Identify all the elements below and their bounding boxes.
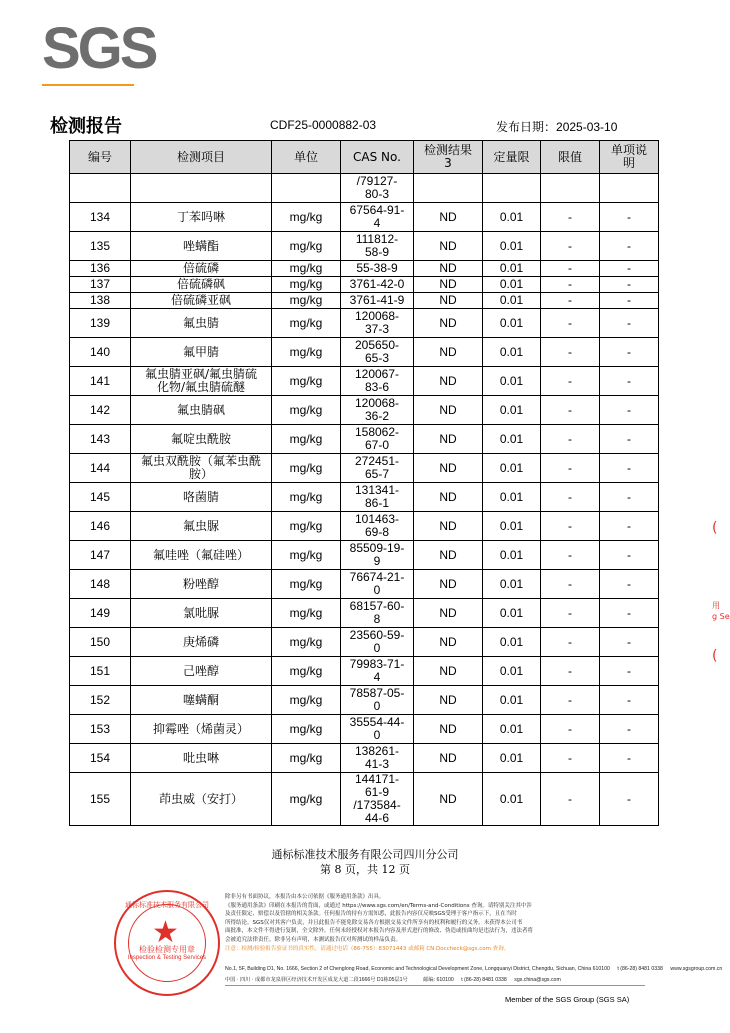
cell-result: ND — [414, 541, 483, 570]
cell-result: ND — [414, 773, 483, 826]
cell-loq: 0.01 — [483, 483, 541, 512]
address-en — [225, 966, 722, 972]
cell-unit — [272, 174, 341, 203]
cell-no: 140 — [70, 338, 131, 367]
footer-divider — [225, 985, 645, 986]
column-header: 检测项目 — [131, 141, 272, 174]
legal-line: 所得结论。SGS仅对其客户负责，并且此报告不能免除交易各方根据交易文件所享有的权利和履行的义务。未获得本公司书 — [225, 919, 523, 926]
cell-loq: 0.01 — [483, 454, 541, 483]
column-header: 单项说 明 — [600, 141, 659, 174]
cell-loq: 0.01 — [483, 232, 541, 261]
cell-cas: 120068- 37-3 — [341, 309, 414, 338]
legal-line: 除非另有书面协议，本报告由本公司依据《服务通用条款》出具。 — [225, 894, 385, 900]
cell-loq: 0.01 — [483, 338, 541, 367]
table-row — [70, 686, 659, 715]
cell-limit: - — [541, 309, 600, 338]
cell-limit: - — [541, 773, 600, 826]
cell-result: ND — [414, 657, 483, 686]
cell-item: 吡虫啉 — [131, 744, 272, 773]
cell-cas: 144171- 61-9 /173584- 44-6 — [341, 773, 414, 826]
cell-item: 己唑醇 — [131, 657, 272, 686]
cell-note: - — [600, 744, 659, 773]
cell-unit: mg/kg — [272, 599, 341, 628]
cell-unit: mg/kg — [272, 454, 341, 483]
table-row — [70, 293, 659, 309]
cell-result: ND — [414, 744, 483, 773]
cell-cas: 68157-60- 8 — [341, 599, 414, 628]
cell-result — [414, 174, 483, 203]
cell-item: 氟哇唑（氟硅唑） — [131, 541, 272, 570]
cell-no: 145 — [70, 483, 131, 512]
legal-notice — [225, 893, 665, 953]
cell-unit: mg/kg — [272, 309, 341, 338]
cell-cas: 79983-71- 4 — [341, 657, 414, 686]
side-seal-fragment: ( — [712, 648, 718, 664]
cell-item: 庚烯磷 — [131, 628, 272, 657]
cell-limit: - — [541, 483, 600, 512]
cell-result: ND — [414, 454, 483, 483]
cell-note: - — [600, 628, 659, 657]
cell-result: ND — [414, 396, 483, 425]
cell-limit: - — [541, 686, 600, 715]
cell-no: 154 — [70, 744, 131, 773]
table-row — [70, 657, 659, 686]
cell-cas: 35554-44- 0 — [341, 715, 414, 744]
issue-date — [496, 118, 617, 135]
cell-loq: 0.01 — [483, 773, 541, 826]
table-row — [70, 599, 659, 628]
table-row — [70, 773, 659, 826]
cell-item: 倍硫磷亚砜 — [131, 293, 272, 309]
cell-loq: 0.01 — [483, 309, 541, 338]
cell-item: 氟虫腈亚砜/氟虫腈硫 化物/氟虫腈硫醚 — [131, 367, 272, 396]
table-row — [70, 203, 659, 232]
cell-limit: - — [541, 512, 600, 541]
cell-limit: - — [541, 425, 600, 454]
sgs-logo-text: SGS — [42, 16, 156, 81]
cell-no: 155 — [70, 773, 131, 826]
table-row — [70, 454, 659, 483]
cell-result: ND — [414, 686, 483, 715]
cell-item: 粉唑醇 — [131, 570, 272, 599]
cell-item: 氟虫双酰胺（氟苯虫酰 胺） — [131, 454, 272, 483]
cell-cas: 55-38-9 — [341, 261, 414, 277]
cell-loq: 0.01 — [483, 744, 541, 773]
cell-loq: 0.01 — [483, 203, 541, 232]
cell-result: ND — [414, 628, 483, 657]
cell-loq: 0.01 — [483, 512, 541, 541]
cell-cas: 205650- 65-3 — [341, 338, 414, 367]
cell-loq: 0.01 — [483, 425, 541, 454]
cell-note: - — [600, 657, 659, 686]
cell-result: ND — [414, 512, 483, 541]
report-number: CDF25-0000882-03 — [270, 118, 377, 132]
sgs-logo — [42, 16, 156, 84]
cell-cas: /79127- 80-3 — [341, 174, 414, 203]
cell-item: 唑螨酯 — [131, 232, 272, 261]
cell-no: 153 — [70, 715, 131, 744]
cell-note: - — [600, 425, 659, 454]
cell-no: 147 — [70, 541, 131, 570]
cell-limit: - — [541, 367, 600, 396]
cell-limit: - — [541, 628, 600, 657]
cell-unit: mg/kg — [272, 396, 341, 425]
legal-line: 及责任限定、赔偿以及管辖的相关条款。任何报告的持有方需知悉，此报告内容仅反映SGS受理于客户指示下，且在当时 — [225, 911, 517, 918]
cell-result: ND — [414, 599, 483, 628]
issue-date-label: 发布日期： — [496, 120, 557, 134]
legal-line: 会被追究法律责任。除非另有声明，本测试报告仅对所测试的样品负责。 — [225, 936, 402, 943]
cell-no: 138 — [70, 293, 131, 309]
cell-loq: 0.01 — [483, 599, 541, 628]
cell-note: - — [600, 261, 659, 277]
inspection-seal — [114, 890, 220, 996]
cell-item: 氯吡脲 — [131, 599, 272, 628]
cell-unit: mg/kg — [272, 277, 341, 293]
cell-cas: 101463- 69-8 — [341, 512, 414, 541]
cell-item: 氟甲腈 — [131, 338, 272, 367]
column-header: CAS No. — [341, 141, 414, 174]
cell-unit: mg/kg — [272, 512, 341, 541]
cell-item: 氟虫腈 — [131, 309, 272, 338]
cell-note: - — [600, 686, 659, 715]
cell-item — [131, 174, 272, 203]
seal-en-text: Inspection & Testing Services — [127, 955, 207, 961]
cell-no: 151 — [70, 657, 131, 686]
cell-item: 倍硫磷砜 — [131, 277, 272, 293]
table-row — [70, 367, 659, 396]
cell-note: - — [600, 367, 659, 396]
table-row — [70, 715, 659, 744]
cell-limit: - — [541, 541, 600, 570]
seal-cn-text: 检验检测专用章 — [139, 945, 195, 954]
cell-loq: 0.01 — [483, 570, 541, 599]
cell-unit: mg/kg — [272, 570, 341, 599]
cell-result: ND — [414, 425, 483, 454]
cell-limit: - — [541, 203, 600, 232]
cell-note: - — [600, 396, 659, 425]
cell-limit: - — [541, 454, 600, 483]
legal-line: 《服务通用条款》印刷在本报告的背面，或通过 https://www.sgs.com/en/Terms-and-Conditions 查询。请特别关注其中涉 — [225, 902, 532, 909]
cell-unit: mg/kg — [272, 367, 341, 396]
legal-line: 面批准，本文件不得进行复制，全文除外。任何未经授权对本报告内容及形式进行的修改、伪造或扭曲均是违法行为，违法者将 — [225, 928, 534, 935]
cell-note: - — [600, 293, 659, 309]
seal-company-text: 通标标准技术服务有限公司 — [125, 901, 209, 909]
cell-note: - — [600, 309, 659, 338]
cell-result: ND — [414, 367, 483, 396]
cell-loq: 0.01 — [483, 277, 541, 293]
cell-result: ND — [414, 309, 483, 338]
cell-cas: 120068- 36-2 — [341, 396, 414, 425]
cell-cas: 23560-59- 0 — [341, 628, 414, 657]
member-note: Member of the SGS Group (SGS SA) — [505, 995, 630, 1004]
cell-cas: 67564-91- 4 — [341, 203, 414, 232]
column-header: 定量限 — [483, 141, 541, 174]
column-header: 单位 — [272, 141, 341, 174]
cell-limit: - — [541, 293, 600, 309]
cell-item: 噻螨酮 — [131, 686, 272, 715]
cell-limit: - — [541, 744, 600, 773]
cell-limit: - — [541, 570, 600, 599]
side-seal-fragment: 用 — [712, 601, 720, 610]
cell-note: - — [600, 338, 659, 367]
cell-item: 茚虫威（安打） — [131, 773, 272, 826]
address-en-web: www.sgsgroup.com.cn — [670, 966, 723, 972]
table-row — [70, 570, 659, 599]
cell-note: - — [600, 232, 659, 261]
cell-unit: mg/kg — [272, 261, 341, 277]
cell-unit: mg/kg — [272, 541, 341, 570]
cell-loq: 0.01 — [483, 396, 541, 425]
column-header: 限值 — [541, 141, 600, 174]
cell-limit: - — [541, 277, 600, 293]
cell-note: - — [600, 512, 659, 541]
cell-unit: mg/kg — [272, 425, 341, 454]
cell-loq: 0.01 — [483, 367, 541, 396]
cell-unit: mg/kg — [272, 715, 341, 744]
cell-no: 150 — [70, 628, 131, 657]
address-cn-post: 邮编: 610100 — [423, 977, 454, 983]
cell-result: ND — [414, 203, 483, 232]
logo-underline — [42, 84, 134, 86]
cell-cas: 3761-41-9 — [341, 293, 414, 309]
cell-note: - — [600, 773, 659, 826]
cell-note: - — [600, 599, 659, 628]
cell-result: ND — [414, 232, 483, 261]
cell-result: ND — [414, 715, 483, 744]
cell-no: 139 — [70, 309, 131, 338]
cell-no: 152 — [70, 686, 131, 715]
table-row — [70, 338, 659, 367]
cell-note: - — [600, 570, 659, 599]
cell-item: 抑霉唑（烯菌灵） — [131, 715, 272, 744]
cell-no: 148 — [70, 570, 131, 599]
cell-no — [70, 174, 131, 203]
cell-result: ND — [414, 293, 483, 309]
cell-unit: mg/kg — [272, 773, 341, 826]
cell-limit: - — [541, 396, 600, 425]
cell-result: ND — [414, 483, 483, 512]
table-row — [70, 512, 659, 541]
cell-cas: 272451- 65-7 — [341, 454, 414, 483]
cell-no: 149 — [70, 599, 131, 628]
cell-item: 氟虫腈砜 — [131, 396, 272, 425]
report-title: 检测报告 — [50, 116, 122, 137]
cell-unit: mg/kg — [272, 232, 341, 261]
cell-no: 137 — [70, 277, 131, 293]
cell-loq: 0.01 — [483, 686, 541, 715]
cell-note: - — [600, 541, 659, 570]
column-header: 编号 — [70, 141, 131, 174]
cell-no: 141 — [70, 367, 131, 396]
cell-unit: mg/kg — [272, 657, 341, 686]
cell-cas: 111812- 58-9 — [341, 232, 414, 261]
address-en-text: No.1, 5F, Building D1, No. 1666, Section 2 of Chenglong Road, Economic and Technological Development Zone, Longquanyi District, Chengdu, Sichuan, China 610100 — [225, 966, 610, 972]
table-row — [70, 261, 659, 277]
cell-cas: 131341- 86-1 — [341, 483, 414, 512]
cell-no: 144 — [70, 454, 131, 483]
star-icon: ★ — [152, 915, 179, 950]
cell-note: - — [600, 277, 659, 293]
cell-note: - — [600, 715, 659, 744]
table-row — [70, 174, 659, 203]
cell-unit: mg/kg — [272, 293, 341, 309]
cell-result: ND — [414, 261, 483, 277]
cell-loq: 0.01 — [483, 715, 541, 744]
cell-limit: - — [541, 715, 600, 744]
cell-no: 146 — [70, 512, 131, 541]
cell-cas: 85509-19- 9 — [341, 541, 414, 570]
cell-cas: 76674-21- 0 — [341, 570, 414, 599]
table-row — [70, 277, 659, 293]
cell-unit: mg/kg — [272, 628, 341, 657]
cell-item: 倍硫磷 — [131, 261, 272, 277]
results-table — [69, 140, 659, 826]
side-seal-fragment: g Se — [712, 612, 730, 621]
table-row — [70, 396, 659, 425]
cell-limit: - — [541, 338, 600, 367]
cell-no: 136 — [70, 261, 131, 277]
cell-loq: 0.01 — [483, 293, 541, 309]
address-cn-tel: t (86-28) 8481 0338 — [461, 977, 507, 983]
footer-company: 通标标准技术服务有限公司四川分公司 — [271, 848, 459, 861]
cell-item: 丁苯吗啉 — [131, 203, 272, 232]
cell-result: ND — [414, 277, 483, 293]
cell-limit: - — [541, 657, 600, 686]
issue-date-value: 2025-03-10 — [556, 120, 618, 134]
cell-cas: 78587-05- 0 — [341, 686, 414, 715]
table-row — [70, 483, 659, 512]
cell-item: 氟啶虫酰胺 — [131, 425, 272, 454]
cell-result: ND — [414, 570, 483, 599]
cell-loq — [483, 174, 541, 203]
address-en-tel: t (86-28) 8481 0338 — [617, 966, 663, 972]
cell-note: - — [600, 203, 659, 232]
cell-no: 134 — [70, 203, 131, 232]
cell-result: ND — [414, 338, 483, 367]
cell-unit: mg/kg — [272, 744, 341, 773]
cell-loq: 0.01 — [483, 628, 541, 657]
cell-note: - — [600, 454, 659, 483]
legal-verify-line: 注意：检测/检验报告验证书的真实性，请通过电话（86-755）83071443 或邮箱 CN.Doccheck@sgs.com 查询。 — [225, 945, 510, 952]
address-cn-text: 中国 · 四川 · 成都市龙泉驿区经济技术开发区成龙大道二段1666号 D1栋05层1号 — [225, 977, 408, 983]
address-cn-web: sgs.china@sgs.com — [514, 977, 561, 983]
cell-note: - — [600, 483, 659, 512]
cell-unit: mg/kg — [272, 203, 341, 232]
cell-cas: 138261- 41-3 — [341, 744, 414, 773]
cell-limit: - — [541, 261, 600, 277]
cell-limit: - — [541, 232, 600, 261]
cell-limit — [541, 174, 600, 203]
cell-loq: 0.01 — [483, 261, 541, 277]
cell-cas: 3761-42-0 — [341, 277, 414, 293]
column-header: 检测结果 3 — [414, 141, 483, 174]
cell-unit: mg/kg — [272, 686, 341, 715]
table-row — [70, 541, 659, 570]
cell-no: 142 — [70, 396, 131, 425]
page-number: 第 8 页，共 12 页 — [320, 863, 410, 876]
cell-limit: - — [541, 599, 600, 628]
cell-unit: mg/kg — [272, 338, 341, 367]
cell-note — [600, 174, 659, 203]
cell-loq: 0.01 — [483, 657, 541, 686]
table-row — [70, 744, 659, 773]
table-header-row — [70, 141, 659, 174]
cell-item: 咯菌腈 — [131, 483, 272, 512]
cell-loq: 0.01 — [483, 541, 541, 570]
cell-cas: 120067- 83-6 — [341, 367, 414, 396]
table-row — [70, 232, 659, 261]
table-row — [70, 309, 659, 338]
table-row — [70, 628, 659, 657]
cell-no: 143 — [70, 425, 131, 454]
address-cn — [225, 976, 561, 983]
cell-item: 氟虫脲 — [131, 512, 272, 541]
table-row — [70, 425, 659, 454]
cell-unit: mg/kg — [272, 483, 341, 512]
side-seal-fragment: ( — [712, 520, 718, 536]
cell-no: 135 — [70, 232, 131, 261]
cell-cas: 158062- 67-0 — [341, 425, 414, 454]
